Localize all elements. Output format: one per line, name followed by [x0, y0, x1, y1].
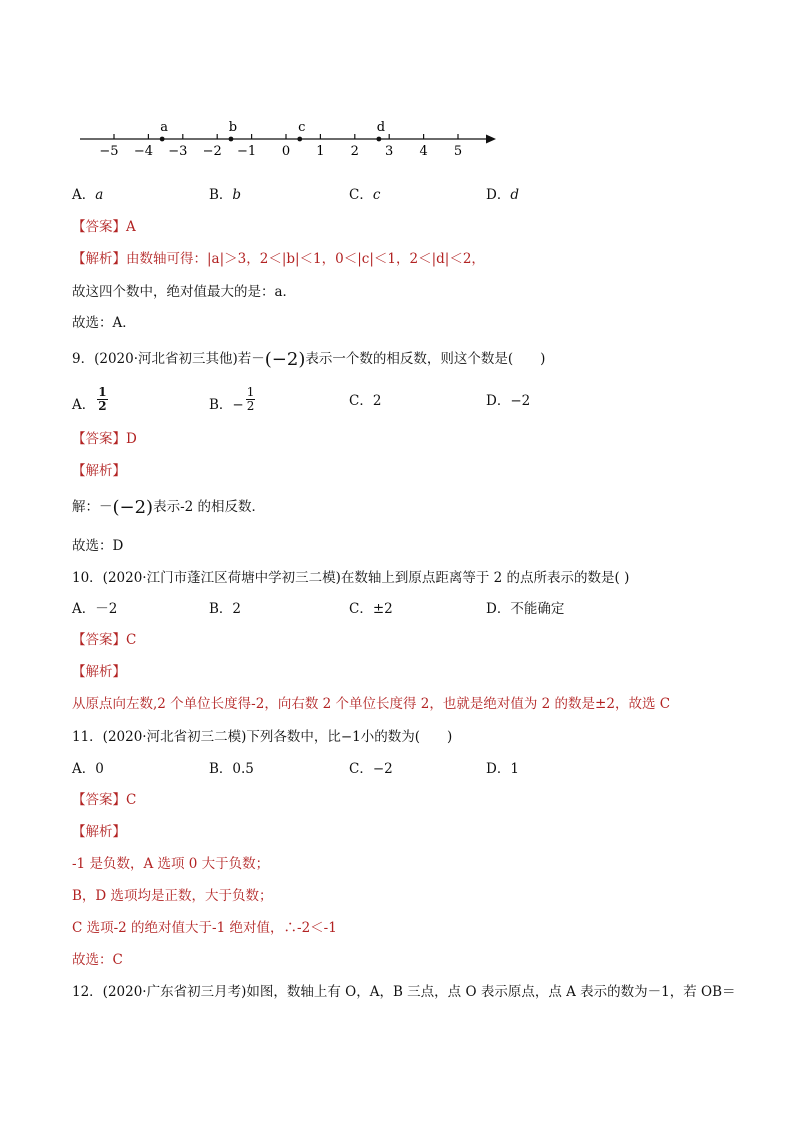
- point-label-d: d: [376, 120, 386, 135]
- q11-choice: 故选：C: [72, 952, 123, 968]
- q11-stem: 11．(2020·河北省初三二模)下列各数中，比−1小的数为( ): [72, 729, 453, 745]
- number-line-arrow: [486, 135, 496, 144]
- number-line-figure: [78, 112, 498, 162]
- q9-stem: 9．(2020·河北省初三其他)若－(−2)表示一个数的相反数，则这个数是( ): [72, 349, 546, 370]
- q9-option-b[interactable]: B．− $\frac{1}{2}$: [209, 385, 255, 413]
- q11-options: [72, 760, 722, 780]
- q8-choice: 故选：A．: [72, 315, 136, 331]
- q10-option-d[interactable]: D．不能确定: [486, 601, 565, 617]
- q11-analysis-line2: B，D 选项均是正数，大于负数；: [72, 888, 273, 904]
- q8-option-d[interactable]: D．d: [486, 187, 519, 203]
- tick-label: 1: [316, 144, 325, 159]
- fraction: $\frac{1}{2}$: [98, 385, 107, 413]
- tick-label: 5: [453, 144, 463, 159]
- q8-conclusion: 故这四个数中，绝对值最大的是：a．: [72, 284, 297, 300]
- q11-option-c[interactable]: C．−2: [349, 761, 393, 777]
- point-d: [376, 137, 381, 142]
- q9-options: [72, 386, 722, 420]
- q9-option-d[interactable]: D．−2: [486, 393, 531, 409]
- analysis-label: 【解析】: [72, 251, 126, 267]
- point-c: [297, 137, 302, 142]
- q9-option-c[interactable]: C．2: [349, 393, 382, 409]
- q8-option-b[interactable]: B．b: [209, 187, 242, 203]
- q11-analysis-label: 【解析】: [72, 824, 126, 840]
- q10-option-c[interactable]: C．±2: [349, 601, 393, 617]
- q10-option-a[interactable]: A．－2: [72, 601, 118, 617]
- tick-label: −4: [133, 144, 153, 159]
- point-b: [229, 137, 234, 142]
- q10-analysis: 从原点向左数,2 个单位长度得-2，向右数 2 个单位长度得 2，也就是绝对值为 2 的数是±2，故选 C: [72, 696, 671, 712]
- q9-answer: 【答案】D: [72, 431, 137, 447]
- q11-option-d[interactable]: D．1: [486, 761, 519, 777]
- q12-stem: 12．(2020·广东省初三月考)如图，数轴上有 O，A，B 三点，点 O 表示原点，点 A 表示的数为－1，若 OB＝: [72, 984, 736, 1000]
- point-label-b: b: [228, 120, 238, 135]
- point-a: [160, 137, 165, 142]
- tick-label: 4: [419, 144, 428, 159]
- q10-stem: 10．(2020·江门市蓬江区荷塘中学初三二模)在数轴上到原点距离等于 2 的点所表示的数是( ): [72, 570, 630, 586]
- q8-option-a[interactable]: A．a: [72, 187, 104, 203]
- q10-analysis-label: 【解析】: [72, 664, 126, 680]
- q11-option-a[interactable]: A．0: [72, 761, 104, 777]
- q11-analysis-line1: -1 是负数，A 选项 0 大于负数；: [72, 856, 270, 872]
- q10-option-b[interactable]: B．2: [209, 601, 242, 617]
- q8-analysis: 【解析】由数轴可得：|a|＞3，2＜|b|＜1，0＜|c|＜1，2＜|d|＜2，: [72, 251, 485, 267]
- point-label-c: c: [298, 120, 306, 135]
- q11-analysis-line3: C 选项-2 的绝对值大于-1 绝对值，∴-2＜-1: [72, 920, 337, 936]
- fraction: $\frac{1}{2}$: [246, 385, 255, 413]
- tick-label: −2: [202, 144, 222, 159]
- q10-answer: 【答案】C: [72, 632, 137, 648]
- tick-label: −1: [237, 144, 257, 159]
- q8-answer: 【答案】A: [72, 219, 136, 235]
- tick-label: −5: [99, 144, 119, 159]
- tick-label: 2: [350, 144, 359, 159]
- tick-label: 0: [281, 144, 291, 159]
- q8-options: [72, 186, 722, 206]
- q9-option-a[interactable]: A． $\frac{1}{2}$: [72, 385, 107, 413]
- q9-solution: 解：－(−2)表示-2 的相反数．: [72, 497, 266, 518]
- tick-label: 3: [385, 144, 394, 159]
- tick-label: −3: [168, 144, 188, 159]
- q11-answer: 【答案】C: [72, 792, 137, 808]
- q8-option-c[interactable]: C．c: [349, 187, 381, 203]
- q9-choice: 故选：D: [72, 538, 124, 554]
- point-label-a: a: [160, 120, 169, 135]
- q11-option-b[interactable]: B．0.5: [209, 761, 254, 777]
- q10-options: [72, 600, 722, 620]
- q9-analysis-label: 【解析】: [72, 463, 126, 479]
